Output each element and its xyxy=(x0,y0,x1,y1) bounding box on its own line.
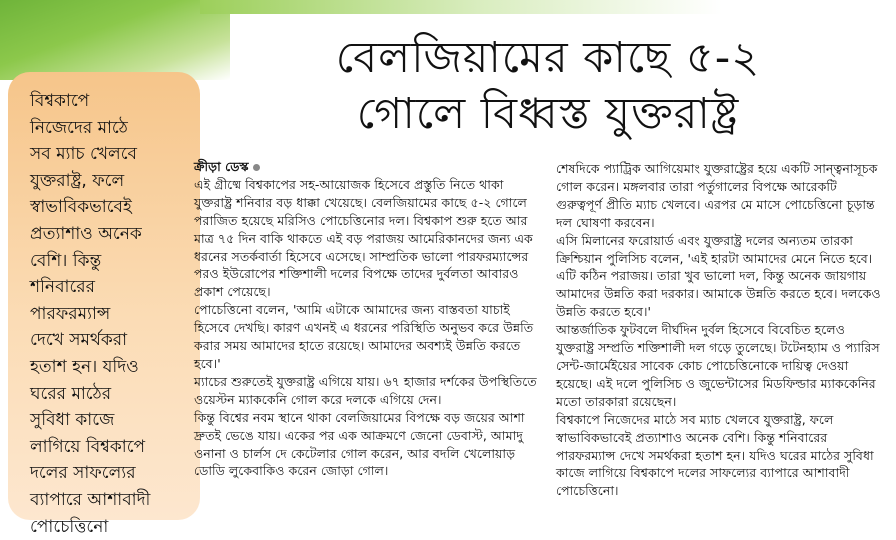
article-headline: বেলজিয়ামের কাছে ৫-২ গোলে বিধ্বস্ত যুক্তরাষ্ট্র xyxy=(335,33,761,139)
article-column-right xyxy=(556,160,886,500)
byline: ক্রীড়া ডেস্ক xyxy=(194,159,249,174)
paragraph: কিন্তু বিশ্বের নবম স্থানে থাকা বেলজিয়ামের বিপক্ষে বড় জয়ের আশা দ্রুতই ভেঙে যায়। একের পর এক আক্রমণে জেনো ডেবাস্ট, আমাদু ওনানা ও চার্লস দে কেটেলার গোল করেন, আর বদলি খেলোয়াড় ডোডি লুকেবাকিও করেন জোড়া গোল। xyxy=(194,409,525,479)
top-decor-strip xyxy=(200,0,896,14)
paragraph: আন্তর্জাতিক ফুটবলে দীর্ঘদিন দুর্বল হিসেবে বিবেচিত হলেও যুক্তরাষ্ট্র সম্প্রতি শক্তিশালী দল গড়ে তুলেছে। টটেনহ্যাম ও প্যারিস সেন্ট-জার্মেইয়ের সাবেক কোচ পোচেত্তিনোকে দায়িত্ব দেওয়া হয়েছে। এই দলে পুলিসিচ ও জুভেন্টাসের মিডফিল্ডার ম্যাককেনির মতো তারকারা রয়েছেন। xyxy=(556,322,880,409)
paragraph: এসি মিলানের ফরোয়ার্ড এবং যুক্তরাষ্ট্র দলের অন্যতম তারকা ক্রিশ্চিয়ান পুলিসিচ বলেন, 'এই হারটা আমাদের মেনে নিতে হবে। এটি কঠিন পরাজয়। তারা খুব ভালো দল, কিন্তু অনেক জায়গায় আমাদের উন্নতি করা দরকার। আমাকে উন্নতি করতে হবে। দলকেও উন্নতি করতে হবে।' xyxy=(556,232,881,320)
byline-row xyxy=(194,158,538,176)
paragraph: এই গ্রীষ্মে বিশ্বকাপের সহ-আয়োজক হিসেবে প্রস্তুতি নিতে থাকা যুক্তরাষ্ট্র শনিবার বড় ধাক্কা খেয়েছে। বেলজিয়ামের কাছে ৫-২ গোলে পরাজিত হয়েছে মরিসিও পোচেত্তিনোর দল। বিশ্বকাপ শুরু হতে আর মাত্র ৭৫ দিন বাকি থাকতে এই বড় পরাজয় আমেরিকানদের জন্য এক ধরনের সতর্কবার্তা হিসেবে এসেছে। সাম্প্রতিক ভালো পারফরম্যান্সের পরও ইউরোপের শক্তিশালী দলের বিপক্ষে তাদের দুর্বলতা আবারও প্রকাশ পেয়েছে। xyxy=(194,176,533,300)
article-column-left xyxy=(194,158,538,480)
grass-banner xyxy=(0,0,230,80)
paragraph: পোচেত্তিনো বলেন, 'আমি এটাকে আমাদের জন্য বাস্তবতা যাচাই হিসেবে দেখছি। কারণ এখনই এ ধরনের পরিস্থিতি অনুভব করে উন্নতি করার সময় আমাদের হাতে রয়েছে। আমাদের অবশ্যই উন্নতি করতে হবে।' xyxy=(194,302,534,371)
paragraph: শেষদিকে প্যাট্রিক আগিয়েমাং যুক্তরাষ্ট্রের হয়ে একটি সান্ত্বনাসূচক গোল করেন। মঙ্গলবার তারা পর্তুগালের বিপক্ষে আরেকটি গুরুত্বপূর্ণ প্রীতি ম্যাচ খেলবে। এরপর মে মাসে পোচেত্তিনো চূড়ান্ত দল ঘোষণা করবেন। xyxy=(556,161,878,230)
paragraph: ম্যাচের শুরুতেই যুক্তরাষ্ট্র এগিয়ে যায়। ৬৭ হাজার দর্শকের উপস্থিতিতে ওয়েস্টন ম্যাককেনি গোল করে দলকে এগিয়ে দেন। xyxy=(194,373,537,407)
pull-quote-box xyxy=(8,72,200,537)
pull-quote-text: বিশ্বকাপে নিজেদের মাঠে সব ম্যাচ খেলবে যুক্তরাষ্ট্র, ফলে স্বাভাবিকভাবেই প্রত্যাশাও অনেক বেশি। কিন্তু শনিবারের পারফরম্যান্স দেখে সমর্থকরা হতাশ হন। যদিও ঘরের মাঠের সুবিধা কাজে লাগিয়ে বিশ্বকাপে দলের সাফল্যের ব্যাপারে আশাবাদী পোচেত্তিনো xyxy=(30,91,151,537)
paragraph: বিশ্বকাপে নিজেদের মাঠে সব ম্যাচ খেলবে যুক্তরাষ্ট্র, ফলে স্বাভাবিকভাবেই প্রত্যাশাও অনেক বেশি। কিন্তু শনিবারের পারফরম্যান্স দেখে সমর্থকরা হতাশ হন। যদিও ঘরের মাঠের সুবিধা কাজে লাগিয়ে বিশ্বকাপে দলের সাফল্যের ব্যাপারে আশাবাদী পোচেত্তিনো। xyxy=(556,411,874,499)
bullet-icon xyxy=(253,164,260,171)
